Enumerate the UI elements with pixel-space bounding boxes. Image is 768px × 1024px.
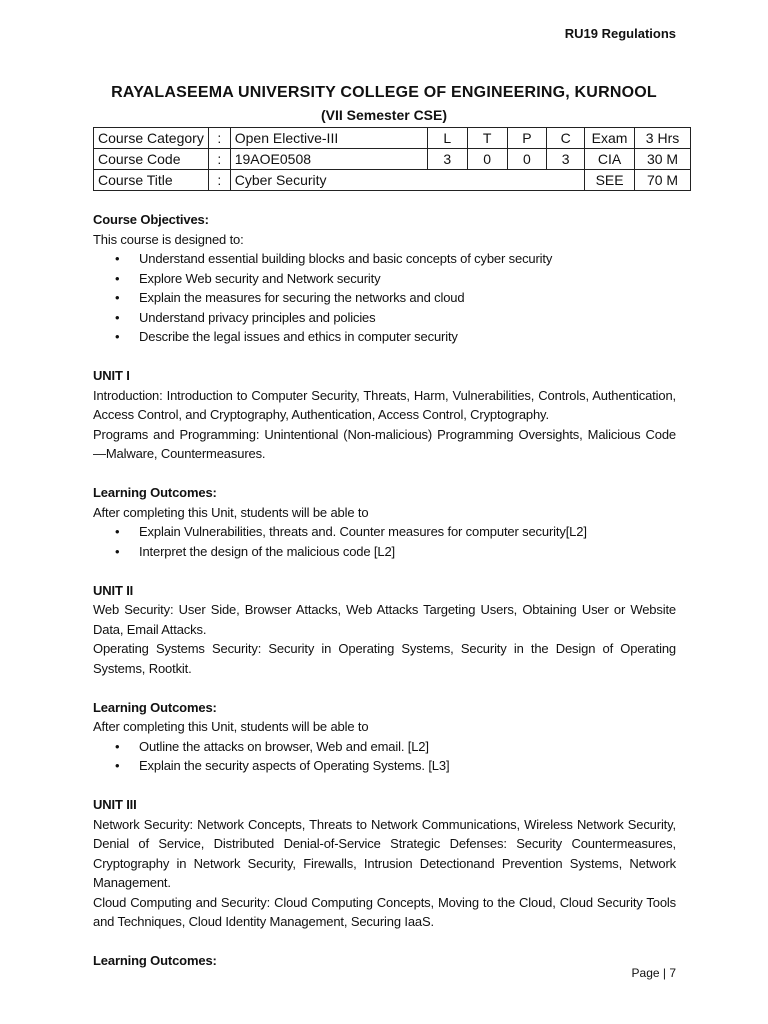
learning-outcomes-heading: Learning Outcomes: xyxy=(93,699,217,715)
regulations-header: RU19 Regulations xyxy=(564,26,676,41)
list-item: • Describe the legal issues and ethics in computer security xyxy=(115,327,676,347)
unit-3-para: Network Security: Network Concepts, Threats to Network Communications, Wireless Network Security, Denial of Service, Distributed Denial-of-Service Strategic Defenses: Security Countermeasures, Cryptography in Network Security, Firewalls, Intrusion Detectionand Prevention Systems, Network Management. xyxy=(93,816,676,890)
unit-3-para: Cloud Computing and Security: Cloud Computing Concepts, Moving to the Cloud, Cloud Security Tools and Techniques, Cloud Identity Management, Securing IaaS. xyxy=(93,894,676,929)
table-cell: T xyxy=(467,128,507,149)
unit-2-para: Operating Systems Security: Security in Operating Systems, Security in the Design of Operating Systems, Rootkit. xyxy=(93,641,676,676)
unit-1-heading: UNIT I xyxy=(93,368,130,383)
unit-1-para: Introduction: Introduction to Computer Security, Threats, Harm, Vulnerabilities, Controls, Authentication, Access Control, and Cryptography, Authentication, Access Control, Cryptography. xyxy=(93,387,676,422)
table-row xyxy=(94,128,691,149)
list-item: • Understand privacy principles and policies xyxy=(115,308,676,328)
table-cell: L xyxy=(427,128,467,149)
list-item: • Interpret the design of the malicious code [L2] xyxy=(115,542,676,562)
unit-1-para: Programs and Programming: Unintentional (Non-malicious) Programming Oversights, Malicious Code—Malware, Countermeasures. xyxy=(93,426,676,461)
learning-outcomes-intro: After completing this Unit, students will be able to xyxy=(93,504,369,520)
list-item: • Explain the measures for securing the networks and cloud xyxy=(115,288,676,308)
unit-2-para: Web Security: User Side, Browser Attacks, Web Attacks Targeting Users, Obtaining User or Website Data, Email Attacks. xyxy=(93,602,676,637)
table-cell: Cyber Security xyxy=(230,170,584,191)
table-cell: Exam xyxy=(585,128,635,149)
table-cell: : xyxy=(208,149,230,170)
unit-3-heading: UNIT III xyxy=(93,797,137,812)
learning-outcomes-heading: Learning Outcomes: xyxy=(93,485,217,500)
unit-2-heading: UNIT II xyxy=(93,582,134,598)
list-item: • Outline the attacks on browser, Web and email. [L2] xyxy=(115,737,676,757)
table-cell: Open Elective-III xyxy=(230,128,427,149)
table-row xyxy=(94,149,691,170)
table-cell: SEE xyxy=(585,170,635,191)
table-cell: Course Category xyxy=(94,128,209,149)
table-cell: 3 xyxy=(427,149,467,170)
objectives-intro: This course is designed to: xyxy=(93,231,244,247)
learning-outcomes-intro: After completing this Unit, students will be able to xyxy=(93,719,369,734)
syllabus-body xyxy=(93,210,676,971)
learning-outcomes-list xyxy=(93,522,676,561)
table-cell: 3 Hrs xyxy=(635,128,691,149)
table-cell: P xyxy=(507,128,547,149)
table-cell: C xyxy=(547,128,585,149)
table-cell: 70 M xyxy=(635,170,691,191)
table-cell: 3 xyxy=(547,149,585,170)
table-cell: 0 xyxy=(507,149,547,170)
table-cell: 0 xyxy=(467,149,507,170)
table-cell: : xyxy=(208,170,230,191)
table-cell: : xyxy=(208,128,230,149)
table-cell: Course Title xyxy=(94,170,209,191)
semester-subtitle: (VII Semester CSE) xyxy=(320,107,448,123)
table-cell: 30 M xyxy=(635,149,691,170)
objectives-list xyxy=(93,249,676,347)
page-number: Page | 7 xyxy=(631,966,676,980)
learning-outcomes-list xyxy=(93,737,676,776)
college-title: RAYALASEEMA UNIVERSITY COLLEGE OF ENGINEERING, KURNOOL xyxy=(111,84,657,101)
table-row xyxy=(94,170,691,191)
list-item: • Explain Vulnerabilities, threats and. Counter measures for computer security[L2] xyxy=(115,522,676,542)
table-cell: CIA xyxy=(585,149,635,170)
list-item: • Explore Web security and Network security xyxy=(115,269,676,289)
course-info-table xyxy=(93,127,691,191)
objectives-heading: Course Objectives: xyxy=(93,212,209,227)
list-item: • Understand essential building blocks and basic concepts of cyber security xyxy=(115,249,676,269)
learning-outcomes-heading: Learning Outcomes: xyxy=(93,953,217,968)
table-cell: 19AOE0508 xyxy=(230,149,427,170)
table-cell: Course Code xyxy=(94,149,209,170)
list-item: • Explain the security aspects of Operating Systems. [L3] xyxy=(115,756,676,776)
